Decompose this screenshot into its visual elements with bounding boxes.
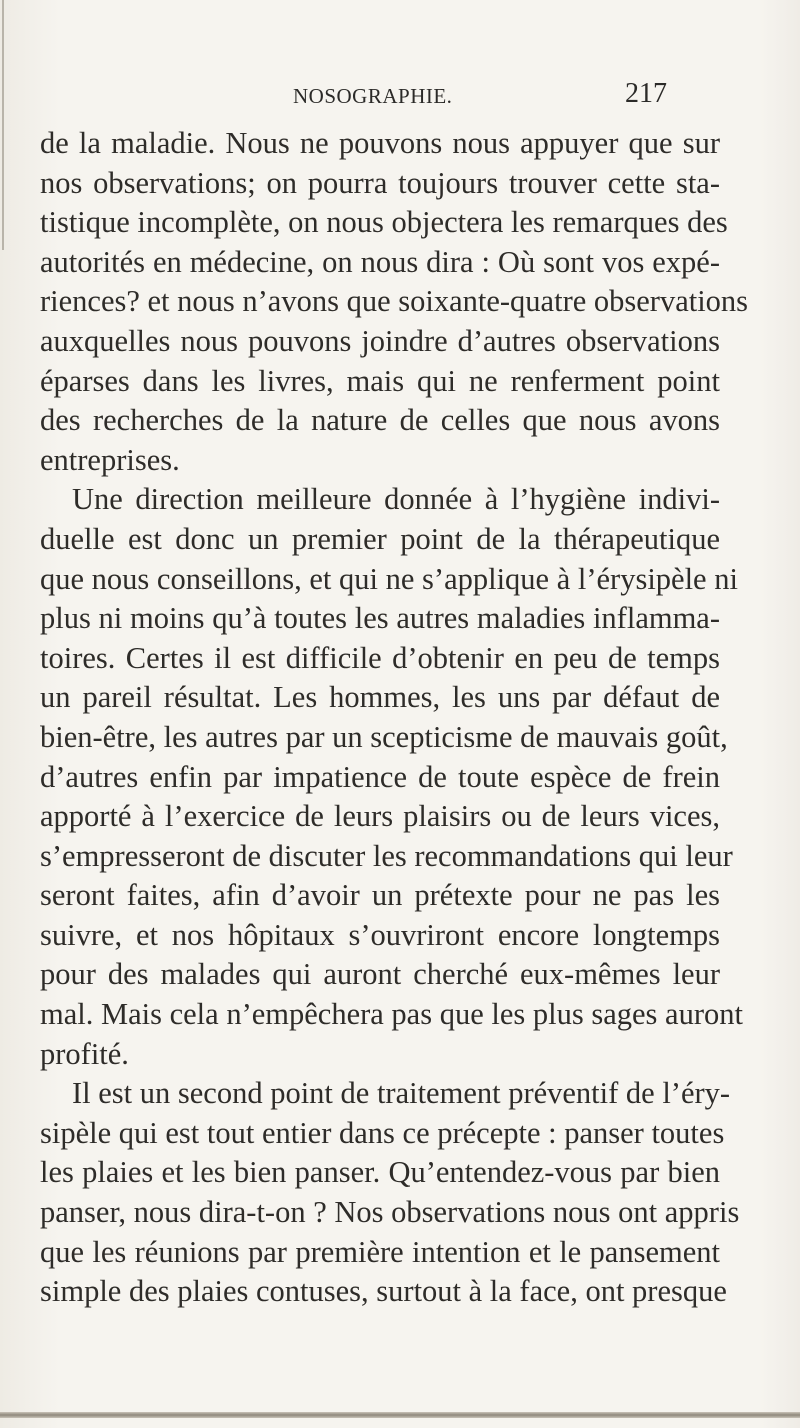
text-line: auxquelles nous pouvons joindre d’autres observations [40, 323, 720, 358]
text-line: simple des plaies contuses, surtout à la face, ont presque [40, 1274, 727, 1309]
text-line: de la maladie. Nous ne pouvons nous appuyer que sur [40, 126, 720, 160]
body-text [40, 124, 749, 1312]
text-line: que les réunions par première intention et le pansement [40, 1234, 720, 1269]
page-bottom-edge [0, 1412, 800, 1418]
text-line: autorités en médecine, on nous dira : Où sont vos expé- [40, 244, 720, 279]
text-line: un pareil résultat. Les hommes, les uns par défaut de [40, 680, 720, 715]
text-line: duelle est donc un premier point de la thérapeutique [40, 521, 720, 556]
text-line: suivre, et nos hôpitaux s’ouvriront encore longtemps [40, 917, 720, 952]
text-line: les plaies et les bien panser. Qu’entendez-vous par bien [40, 1155, 720, 1190]
page-header [0, 78, 800, 114]
text-line: nos observations; on pourra toujours trouver cette sta- [40, 165, 720, 200]
text-line: riences? et nous n’avons que soixante-quatre observations [40, 284, 749, 319]
text-line: sipèle qui est tout entier dans ce précepte : panser toutes [40, 1115, 725, 1150]
text-line: bien-être, les autres par un scepticisme de mauvais goût, [40, 719, 728, 754]
paragraph-end-line: entreprises. [40, 442, 180, 477]
paragraph-start-line: Une direction meilleure donnée à l’hygiène indivi- [72, 482, 720, 517]
text-line: pour des malades qui auront cherché eux-mêmes leur [40, 957, 720, 992]
text-line: s’empresseront de discuter les recommandations qui leur [40, 838, 733, 873]
text-line: des recherches de la nature de celles que nous avons [40, 403, 720, 438]
running-head: NOSOGRAPHIE. [293, 84, 453, 108]
paragraph-start-line: Il est un second point de traitement préventif de l’éry- [72, 1076, 731, 1111]
text-line: tistique incomplète, on nous objectera les remarques des [40, 205, 728, 240]
text-line: apporté à l’exercice de leurs plaisirs ou de leurs vices, [40, 799, 720, 834]
paragraph-end-line: profité. [40, 1036, 129, 1071]
text-line: panser, nous dira-t-on ? Nos observations nous ont appris [40, 1195, 740, 1230]
text-line: que nous conseillons, et qui ne s’applique à l’érysipèle ni [40, 561, 738, 596]
text-line: mal. Mais cela n’empêchera pas que les plus sages auront [40, 997, 743, 1032]
text-line: seront faites, afin d’avoir un prétexte pour ne pas les [40, 878, 720, 913]
text-line: éparses dans les livres, mais qui ne renferment point [40, 363, 720, 398]
page-number: 217 [625, 78, 667, 109]
text-line: toires. Certes il est difficile d’obtenir en peu de temps [40, 640, 720, 675]
binding-shadow [2, 0, 4, 250]
text-line: d’autres enfin par impatience de toute espèce de frein [40, 759, 720, 794]
text-line: plus ni moins qu’à toutes les autres maladies inflamma- [40, 601, 720, 636]
